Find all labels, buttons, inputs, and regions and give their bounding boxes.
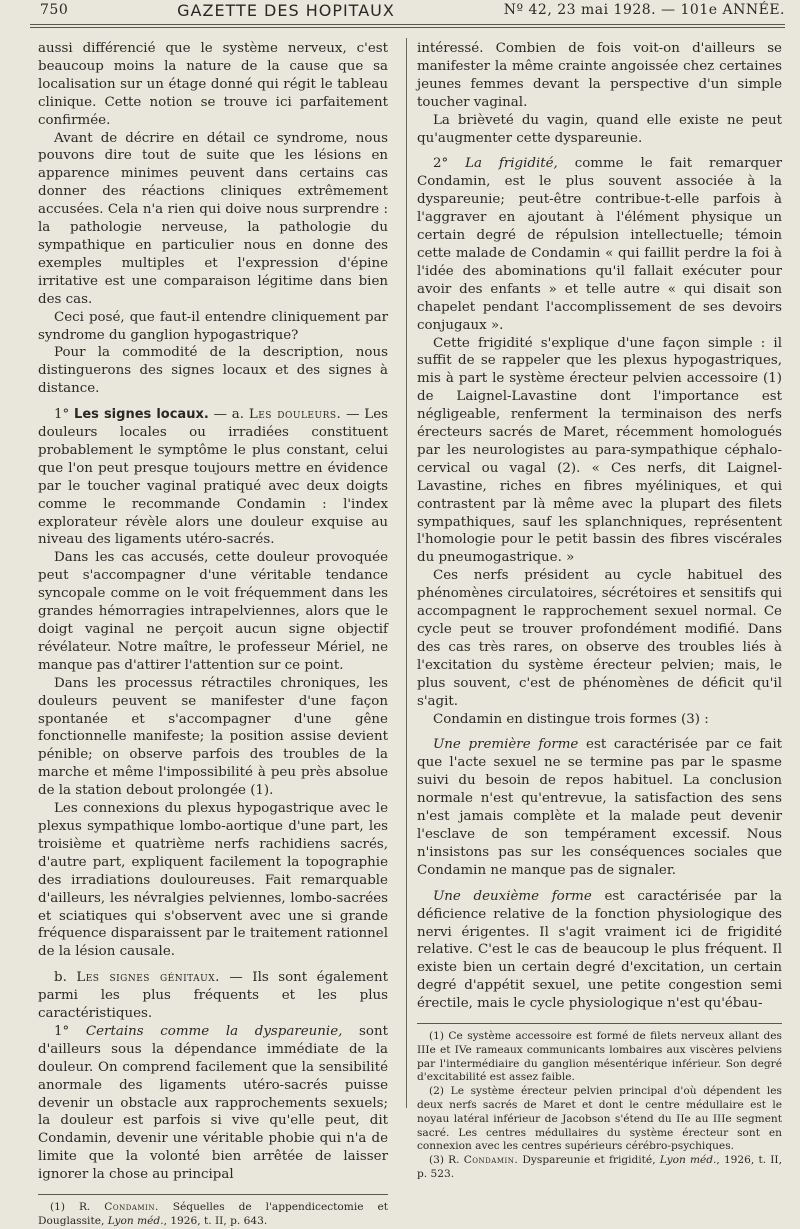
paragraph: Ceci posé, que faut-il entendre cliniquement par syndrome du ganglion hypogastrique? bbox=[38, 309, 388, 343]
paragraph: Condamin en distingue trois formes (3) : bbox=[433, 711, 709, 727]
paragraph: Les connexions du plexus hypogastrique avec le plexus sympathique lombo-aortique d'une part, les troisième et quatrième nerfs rachidiens sacrés, d'autre part, expliquent facilement la topographie des irradiations douloureuses. Fait remarquable d'ailleurs, les névralgies pelviennes, lombo-sacrées et sciatiques qui s'observent avec une si grande fréquence disparaissent par le traitement rationnel de la lésion causale. bbox=[38, 801, 388, 960]
section-paragraph: b. Les signes génitaux. — Ils sont également parmi les plus fréquents et les plus caractéristiques. bbox=[38, 970, 388, 1022]
paragraph: Dans les cas accusés, cette douleur provoquée peut s'accompagner d'une véritable tendance syncopale comme on le voit fréquemment dans les grandes hémorragies intrapelviennes, alors que le doigt vaginal ne perçoit aucun signe objectif révélateur. Notre maître, le professeur Mériel, ne manque pas d'attirer l'attention sur ce point. bbox=[38, 550, 388, 673]
issue-info: Nº 42, 23 mai 1928. — 101e ANNÉE. bbox=[503, 2, 785, 18]
paragraph: Ces nerfs président au cycle habituel des phénomènes circulatoires, sécrétoires et sensitifs qui accompagnent le rapprochement sexuel normal. Ce cycle peut se trouver profondément modifié. Dans des cas très rares, on observe des troubles liés à l'excitation du système érecteur pelvien; mais, le plus souvent, c'est de phénomènes de déficit qu'il s'agit. bbox=[417, 568, 782, 709]
section-heading: Les signes locaux. bbox=[74, 407, 209, 423]
paragraph: Pour la commodité de la description, nous distinguerons des signes locaux et des signes à distance. bbox=[38, 345, 388, 397]
page-header bbox=[40, 0, 785, 20]
paragraph: 2° La frigidité, comme le fait remarquer Condamin, est le plus souvent associée à la dyspareunie; peut-être contribue-t-elle parfois à l'aggraver en ajoutant à l'élément physique un certain degré de répulsion intellectuelle; témoin cette malade de Condamin « qui faillit perdre la foi à l'idée des abominations qu'il fallait exécuter pour avoir des enfants » et telle autre « qui disait son chapelet pendant l'accomplissement de ses devoirs conjugaux ». bbox=[417, 156, 782, 333]
footnote: (1) R. Condamin. Séquelles de l'appendicectomie et Douglassite, Lyon méd., 1926, t. II, p. 643. bbox=[38, 1201, 388, 1227]
footnote-rule bbox=[417, 1023, 782, 1024]
journal-title: GAZETTE DES HOPITAUX bbox=[177, 0, 395, 20]
section-paragraph: 1° Les signes locaux. — a. Les douleurs. — Les douleurs locales ou irradiées constituent probablement le symptôme le plus constant, celui que l'on peut presque toujours mettre en évidence par le toucher vaginal pratiqué avec deux doigts comme le recommande Condamin : l'index explorateur révèle alors une douleur exquise au niveau des ligaments utéro-sacrés. bbox=[38, 407, 388, 548]
paragraph: aussi différencié que le système nerveux, c'est beaucoup moins la nature de la cause que sa localisation sur un étage donné qui régit le tableau clinique. Cette notion se trouve ici parfaitement confirmée. bbox=[38, 41, 388, 128]
paragraph: Avant de décrire en détail ce syndrome, nous pouvons dire tout de suite que les lésions en apparence minimes peuvent dans certains cas donner des réactions cliniques extrêmement accusées. Cela n'a rien qui doive nous surprendre : la pathologie nerveuse, la pathologie du sympathique en particulier nous en donne des exemples multiples et l'expression d'épine irritative est une comparaison légitime dans bien des cas. bbox=[38, 130, 388, 307]
paragraph: Dans les processus rétractiles chroniques, les douleurs peuvent se manifester d'une façon spontanée et s'accompagner d'une gêne fonctionnelle manifeste; la position assise devient pénible; on observe parfois des troubles de la marche et même l'impossibilité à peu près absolue de la station debout prolongée (1). bbox=[38, 675, 388, 799]
header-rule bbox=[30, 24, 785, 25]
footnote: (1) Ce système accessoire est formé de filets nerveux allant des IIIe et IVe rameaux communicants lombaires aux viscères pelviens par l'intermédiaire du ganglion mésentérique inférieur. Son degré d'excitabilité est assez faible. bbox=[417, 1030, 782, 1084]
paragraph: Une première forme est caractérisée par ce fait que l'acte sexuel ne se termine pas par le spasme suivi du besoin de repos habituel. La conclusion normale n'est qu'entrevue, la satisfaction des sens n'est jamais complète et la malade peut devenir l'esclave de son tempérament excessif. Nous n'insistons pas sur les conséquences sociales que Condamin ne manque pas de signaler. bbox=[417, 737, 782, 878]
paragraph: Une deuxième forme est caractérisée par la déficience relative de la fonction physiologique des nervi érigentes. Il s'agit vraiment ici de frigidité relative. C'est le cas de beaucoup le plus fréquent. Il existe bien un certain degré d'excitation, un certain degré d'appétit sexuel, une petite congestion semi érectile, mais le cycle physiologique n'est qu'ébau- bbox=[417, 888, 782, 1012]
page-number: 750 bbox=[40, 2, 69, 18]
right-column bbox=[417, 40, 782, 1182]
paragraph: intéressé. Combien de fois voit-on d'ailleurs se manifester la même crainte angoissée chez certaines jeunes femmes devant la perspective d'un simple toucher vaginal. bbox=[417, 41, 782, 110]
footnote-rule bbox=[38, 1194, 388, 1195]
paragraph: Cette frigidité s'explique d'une façon simple : il suffit de se rappeler que les plexus hypogastriques, mis à part le système érecteur pelvien accessoire (1) de Laignel-Lavastine dont l'importance est négligeable, renferment la terminaison des nerfs érecteurs sacrés de Maret, récemment homologués par les neurologistes au para-sympathique céphalo-cervical ou vagal (2). « Ces nerfs, dit Laignel-Lavastine, riches en fibres myéliniques, et qui contrastent par là même avec la plupart des filets sympathiques, sauf les splanchniques, représentent l'homologie pour le petit bassin des fibres viscérales du pneumogastrique. » bbox=[417, 335, 782, 566]
footnote: (2) Le système érecteur pelvien principal d'où dépendent les deux nerfs sacrés de Maret et dont le centre médullaire est le noyau latéral inférieur de Jacobson s'étend du IIe au IIIe segment sacré. Les centres médullaires du système érecteur sont en connexion avec les centres supérieurs cérébro-psychiques. bbox=[417, 1085, 782, 1153]
paragraph: La brièveté du vagin, quand elle existe ne peut qu'augmenter cette dyspareunie. bbox=[417, 112, 782, 146]
footnotes bbox=[38, 1201, 388, 1229]
header-rule-double bbox=[30, 27, 785, 28]
subsection-heading: Les signes génitaux. bbox=[76, 970, 220, 986]
paragraph: 1° Certains comme la dyspareunie, sont d'ailleurs sous la dépendance immédiate de la douleur. On comprend facilement que la sensibilité anormale des ligaments utéro-sacrés puisse devenir un obstacle aux rapprochements sexuels; la douleur est parfois si vive qu'elle peut, dit Condamin, devenir une véritable phobie qui n'a de limite que la volonté bien arrêtée de laisser ignorer la chose au principal bbox=[38, 1023, 388, 1183]
footnotes bbox=[417, 1030, 782, 1182]
footnote: (3) R. Condamin. Dyspareunie et frigidité, Lyon méd., 1926, t. II, p. 523. bbox=[417, 1154, 782, 1180]
column-divider bbox=[406, 38, 407, 1108]
subsection-heading: Les douleurs. bbox=[248, 407, 342, 423]
left-column bbox=[38, 40, 388, 1229]
